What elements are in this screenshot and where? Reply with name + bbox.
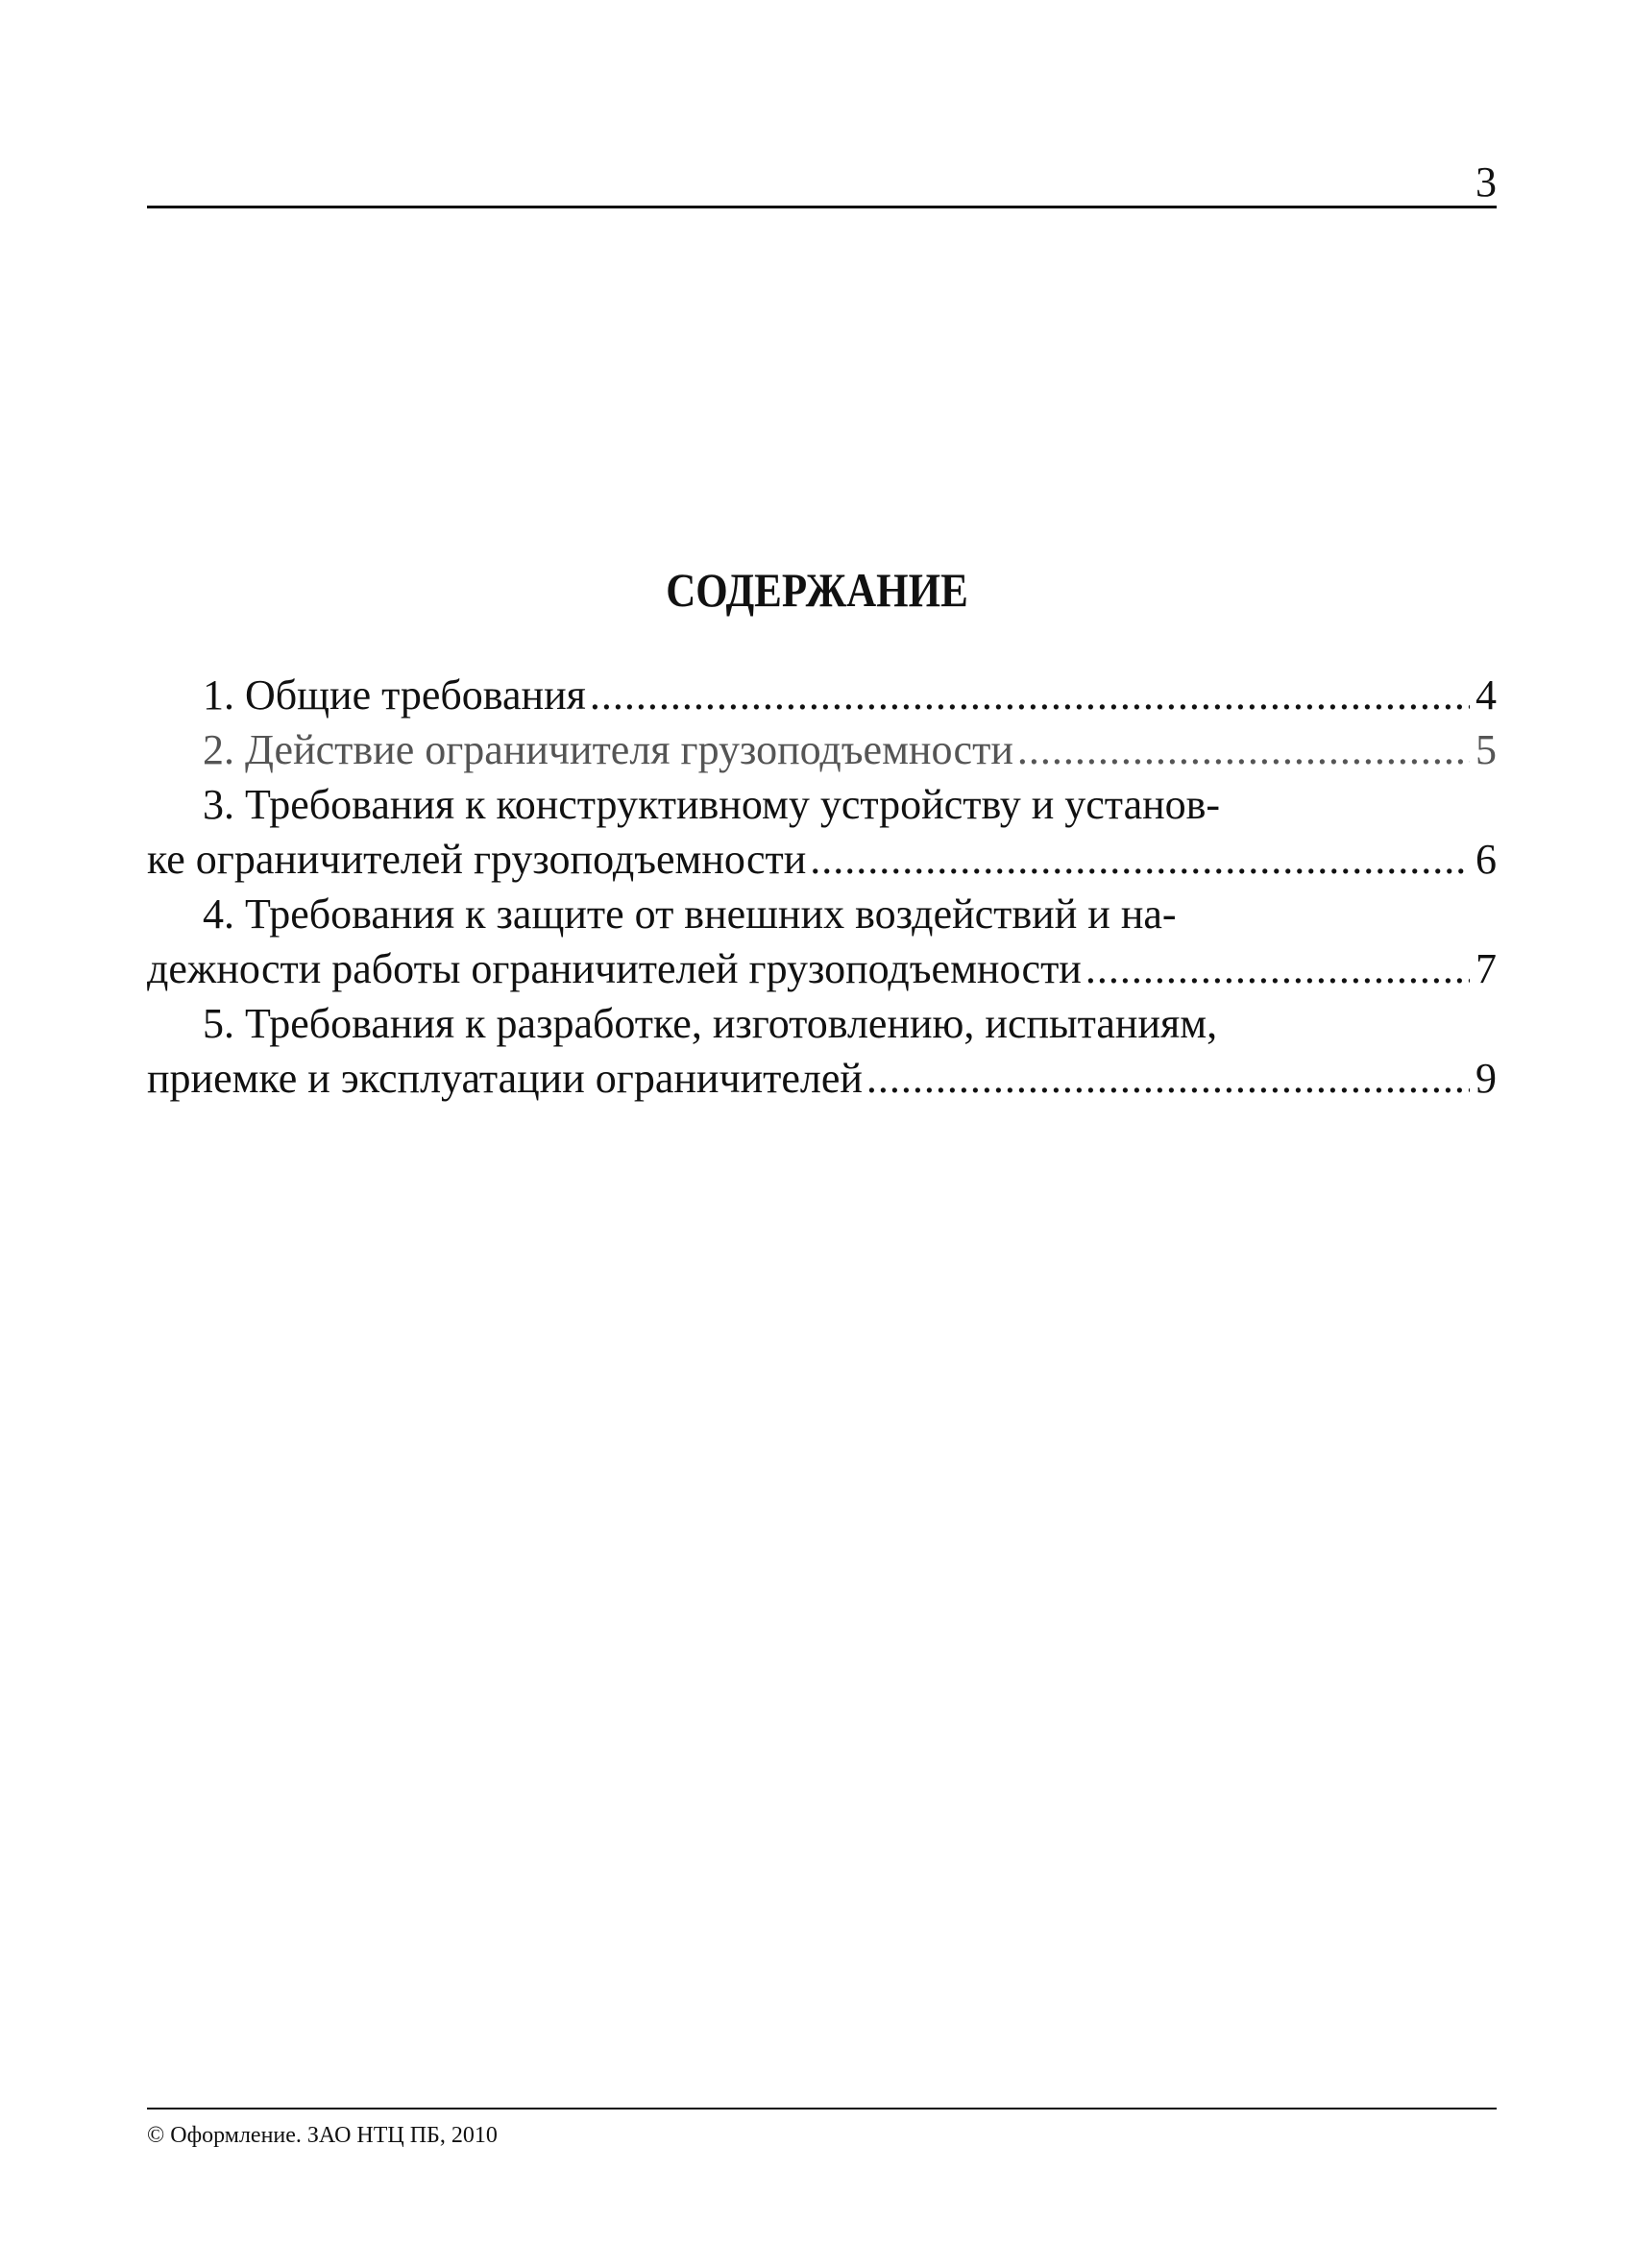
toc-entry-page: 5 <box>1475 726 1497 773</box>
dot-leader <box>1085 941 1470 996</box>
toc-entry-title: 5. Требования к разработке, изготовлению, испытаниям, <box>203 1000 1218 1047</box>
page-number: 3 <box>1475 159 1497 206</box>
dot-leader <box>866 1051 1470 1106</box>
toc-entry-page: 9 <box>1475 1055 1497 1102</box>
toc-entry-line <box>147 722 1497 777</box>
header-rule <box>147 206 1497 208</box>
toc-entry-line <box>147 887 1497 941</box>
footer-rule <box>147 2108 1497 2109</box>
page-title: СОДЕРЖАНИЕ <box>666 563 968 617</box>
toc-entry-3[interactable] <box>147 777 1497 887</box>
footer-copyright: © Оформление. ЗАО НТЦ ПБ, 2010 <box>147 2123 498 2148</box>
dot-leader <box>590 668 1470 722</box>
toc-entry-line <box>147 1051 1497 1106</box>
toc-entry-4[interactable] <box>147 887 1497 996</box>
toc-entry-title: 3. Требования к конструктивному устройству и установ- <box>203 781 1221 828</box>
toc-entry-title-continued: ке ограничителей грузоподъемности <box>147 836 807 883</box>
toc-entry-1[interactable] <box>147 668 1497 722</box>
toc-entry-line <box>147 941 1497 996</box>
table-of-contents <box>147 668 1497 1106</box>
dot-leader <box>1017 722 1470 777</box>
toc-entry-line <box>147 668 1497 722</box>
toc-entry-title: 4. Требования к защите от внешних воздействий и на- <box>203 890 1177 938</box>
toc-entry-title: 1. Общие требования <box>203 671 586 719</box>
toc-entry-line <box>147 777 1497 832</box>
toc-entry-5[interactable] <box>147 996 1497 1106</box>
toc-entry-page: 6 <box>1475 836 1497 883</box>
toc-entry-line <box>147 996 1497 1051</box>
toc-entry-title-continued: дежности работы ограничителей грузоподъемности <box>147 945 1082 992</box>
toc-entry-2[interactable] <box>147 722 1497 777</box>
toc-entry-title: 2. Действие ограничителя грузоподъемности <box>203 726 1013 773</box>
toc-entry-page: 4 <box>1475 671 1497 719</box>
toc-entry-title-continued: приемке и эксплуатации ограничителей <box>147 1055 863 1102</box>
toc-entry-line <box>147 832 1497 887</box>
toc-entry-page: 7 <box>1475 945 1497 992</box>
dot-leader <box>810 832 1470 887</box>
